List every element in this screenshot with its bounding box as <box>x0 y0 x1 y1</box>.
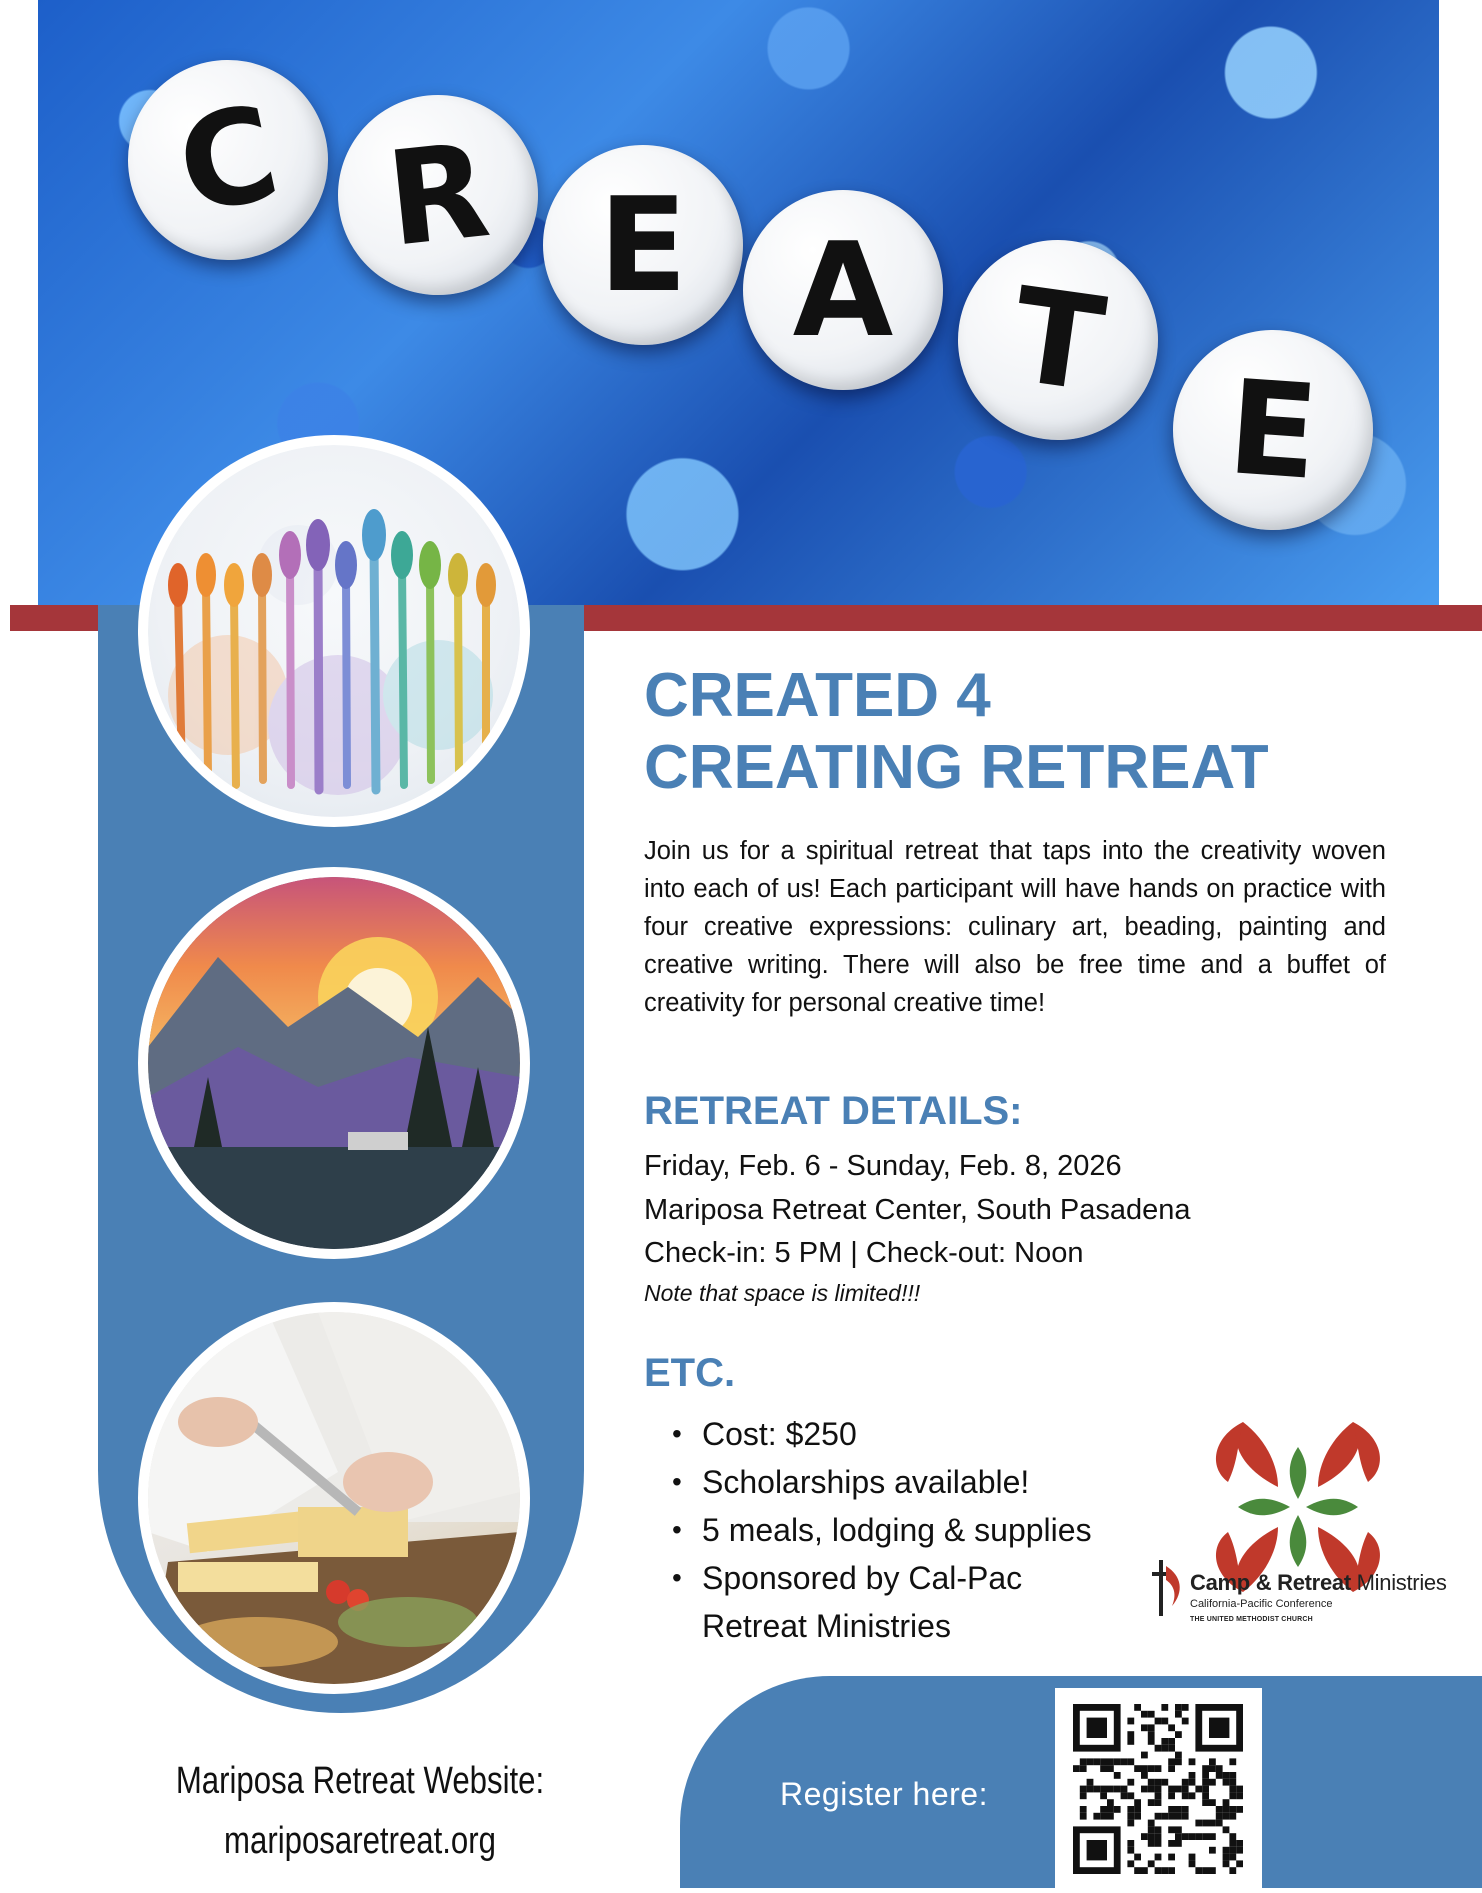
etc-heading: ETC. <box>644 1351 736 1395</box>
details-dates: Friday, Feb. 6 - Sunday, Feb. 8, 2026 <box>644 1150 1122 1182</box>
cooking-photo <box>138 1302 530 1694</box>
bead-letter-t: T <box>945 227 1171 453</box>
bead-letter-r: R <box>328 85 548 305</box>
retreat-details <box>644 1145 1191 1310</box>
logo-text: Camp & Retreat Ministries California-Pacific Conference THE UNITED METHODIST CHURCH <box>1190 1570 1447 1623</box>
retreat-details-heading: RETREAT DETAILS: <box>644 1089 1023 1133</box>
mountain-mural-photo <box>138 867 530 1259</box>
registration-qr-code[interactable] <box>1055 1688 1262 1888</box>
intro-paragraph: Join us for a spiritual retreat that taps into the creativity woven into each of us! Each participant will have hands on practice with four creative expressions: culinary art, beading, painting and creative writing. There will also be free time and a buffet of creativity for personal creative time! <box>644 837 1386 1017</box>
list-item: • Sponsored by Cal-Pac Retreat Ministries <box>672 1560 1023 1644</box>
website-label: Mariposa Retreat Website: <box>175 1760 545 1802</box>
details-times: Check-in: 5 PM | Check-out: Noon <box>644 1237 1084 1269</box>
qr-code-icon <box>1055 1688 1262 1888</box>
bead-letter-e2: E <box>1166 323 1379 536</box>
page-title <box>644 660 1444 804</box>
bead-letter-a: A <box>743 190 943 390</box>
bead-letter-c: C <box>109 41 346 278</box>
bead-letter-e1: E <box>543 145 743 345</box>
paintbrushes-photo <box>138 435 530 827</box>
list-item: • 5 meals, lodging & supplies <box>672 1512 1092 1548</box>
website-url[interactable]: mariposaretreat.org <box>224 1820 496 1862</box>
details-location: Mariposa Retreat Center, South Pasadena <box>644 1193 1191 1226</box>
title-line-1: CREATED 4 <box>644 661 991 730</box>
details-note: Note that space is limited!!! <box>644 1279 921 1306</box>
etc-list <box>672 1410 1092 1650</box>
list-item: • Cost: $250 <box>672 1416 857 1452</box>
list-item: • Scholarships available! <box>672 1464 1030 1500</box>
cross-flame-icon <box>1152 1556 1188 1618</box>
register-label: Register here: <box>780 1776 988 1812</box>
title-line-2: CREATING RETREAT <box>644 733 1269 802</box>
